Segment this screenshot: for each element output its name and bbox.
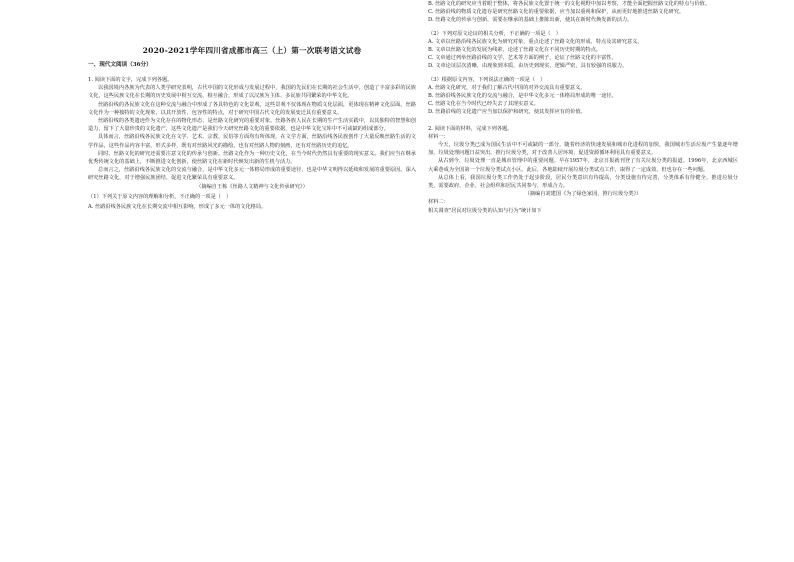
- paragraph: 丝路沿线的各类遗迹作为文化存在的物化形态，是丝路文化研究的重要对象。丝路各族人民在长期的生产生活实践中，以其独特的智慧和创造力，留下了大量珍贵的文化遗产，这些文化遗产是我们今天研究丝路文化的重要依据，也是中华文化宝库中不可或缺的组成部分。: [88, 118, 416, 133]
- paragraph: 丝路沿线的各民族文化在这种交流与融合中形成了各具特色的文化景观，这些景观不仅体现在物质文化层面，更体现在精神文化层面。丝路文化作为一种独特的文化现象，以其开放性、包容性的特点，对于研究中国古代文化的发展变迁具有重要意义。: [88, 101, 416, 116]
- paragraph: 2. 阅读下面的材料，完成下列各题。: [428, 125, 513, 132]
- paragraph: 具体而言，丝路沿线各民族文化在文学、艺术、宗教、民俗等方面均有所体现。在文学方面，丝路沿线各民族创作了大量反映丝路生活的文学作品，这些作品内容丰富，形式多样，既有对丝路风光的描绘，也有对丝路人物的刻画，还有对丝路历史的追忆。: [88, 134, 416, 149]
- paragraph: B. 文章以丝路文化的发展为线索，论述了丝路文化在不同历史时期的特点。: [428, 47, 602, 54]
- paragraph: B. 丝路沿线各民族文化的交流与融合，是中华文化多元一体格局形成的唯一途径。: [428, 93, 617, 100]
- paragraph: （摘编自王栋《丝路人文精神与文化传承研究》）: [196, 183, 308, 190]
- paragraph: C. 丝路文化在当今时代已经失去了其现实意义。: [428, 101, 539, 108]
- paragraph: D. 丝路沿线的文化遗产应当加以保护和研究，使其发挥应有的价值。: [428, 109, 586, 116]
- paragraph: 材料二：: [428, 199, 449, 206]
- paragraph: B. 丝路文化的研究应当着眼于整体，将各民族文化置于统一的文化视野中加以考察，才能全面把握丝路文化的特点与价值。: [428, 1, 711, 7]
- paragraph: （1）下列关于原文内容的理解和分析，不正确的一项是（ ）: [88, 193, 232, 200]
- right-body: [428, 0, 738, 215]
- paragraph: C. 丝路沿线的物质文化遗存是研究丝路文化的重要依据，应当加以重视和保护，从而更好地推进丝路文化研究。: [428, 9, 685, 16]
- paragraph: A. 丝路沿线各民族文化在长期交流中相互影响，形成了多元一体的文化格局。: [88, 204, 267, 211]
- paragraph: 从总体上看，我国垃圾分类工作仍处于起步阶段，居民分类意识有待提高，分类设施有待完善，分类体系有待健全。推进垃圾分类，需要政府、企业、社会组织和居民共同参与，形成合力。: [428, 174, 738, 190]
- paragraph: （2）下列对原文论证的相关分析，不正确的一项是（ ）: [428, 30, 561, 37]
- paragraph: 材料一：: [428, 133, 449, 140]
- paragraph: 总而言之，丝路沿线各民族文化的交流与融合，是中华文化多元一体格局形成的重要途径，也是中华文明得以延续和发展的重要原因。深入研究丝路文化，对于增强民族团结、促进文化繁荣具有重要意义。: [88, 167, 416, 182]
- paragraph: C. 文章通过列举丝路沿线的文学、艺术等方面的例子，论证了丝路文化的丰富性。: [428, 55, 617, 62]
- paragraph: A. 文章以丝路沿线各民族文化为研究对象，重点论述了丝路文化的形成、特点及其研究意义。: [428, 38, 643, 45]
- paragraph: 同时，丝路文化的研究还需要注意文化的传承与创新。丝路文化作为一种历史文化，在当今时代仍然具有重要的现实意义。我们应当在继承优秀传统文化的基础上，不断推进文化创新，使丝路文化在新时代焕发出新的生机与活力。: [88, 150, 416, 166]
- paragraph: （3）根据原文内容，下列说法正确的一项是（ ）: [428, 76, 546, 83]
- paragraph: 今天，垃圾分类已成为国民生活中不可或缺的一部分。随着经济的快速发展和城市化进程的加快，我国城市生活垃圾产生量逐年增加，垃圾处理问题日益突出。推行垃圾分类，对于改善人居环境、促进资源循环利用具有重要意义。: [428, 142, 738, 157]
- paragraph: （摘编自刘建国《为了绿色家园，推行垃圾分类》）: [524, 191, 642, 198]
- paragraph: 1. 阅读下面的文字，完成下列各题。: [88, 77, 173, 83]
- paragraph: D. 文章论证层次清晰，由现象到本质，由历史到现实，逻辑严密，具有较强的说服力。: [428, 63, 628, 70]
- paragraph: 相关调查"居民对垃圾分类的认知与行为"统计如下: [428, 207, 542, 214]
- exam-title: 2020-2021学年四川省成都市高三（上）第一次联考语文试卷: [142, 46, 362, 55]
- left-column: [88, 0, 416, 562]
- paragraph: 从古到今，垃圾处理一直是城市管理中的重要问题。早在1957年，北京日报就刊登了有关垃圾分类的报道。1996年，北京西城区大乘巷成为全国第一个垃圾分类试点小区。此后，各地陆续开展垃圾分类试点工作，取得了一定成效，但也存在一些问题。: [428, 158, 738, 173]
- paragraph: D. 丝路文化的传承与创新，需要在继承的基础上推陈出新，使其在新时代焕发新的活力。: [428, 17, 633, 24]
- paragraph: A. 丝路文化研究，对于我们了解古代中国的对外交流具有重要意义。: [428, 84, 586, 91]
- section-heading: 一、现代文阅读（36分）: [88, 62, 152, 68]
- paragraph: 以我国境内各族为代表的人类学研究表明，古代中国的文化形成与发展过程中，我国的先民们在长期的社会生活中，创造了丰富多彩的民族文化，这些民族文化在长期的历史发展中相互交流、相互融合，形成了以汉族为主体、多民族共同繁荣的中华文化。: [88, 85, 416, 100]
- left-body: [88, 76, 416, 211]
- right-column: [428, 0, 738, 562]
